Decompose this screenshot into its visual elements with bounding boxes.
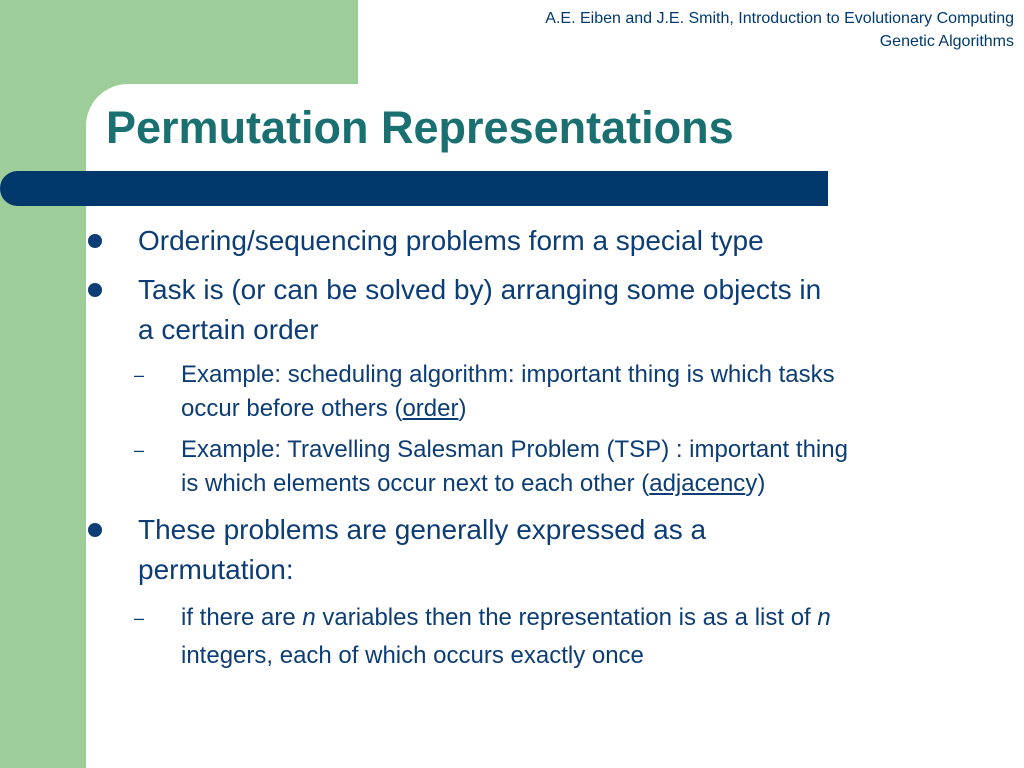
bullet-dot bbox=[88, 234, 102, 248]
bullet-text-line-2: permutation: bbox=[138, 554, 294, 585]
sub-bullet-integers bbox=[134, 599, 994, 675]
sub-bullet-text bbox=[181, 358, 994, 426]
header-line-2: Genetic Algorithms bbox=[879, 33, 1014, 50]
bullet-ordering bbox=[88, 221, 988, 261]
sub-bullet-line-1: Example: Travelling Salesman Problem (TSP) : important thing bbox=[181, 436, 848, 463]
variable-n: n bbox=[817, 604, 831, 631]
order-term: order bbox=[402, 395, 459, 422]
bullet-text bbox=[138, 510, 988, 590]
bullet-text bbox=[138, 270, 988, 350]
sub-bullet-line-1-mid: variables then the representation is as a list of bbox=[315, 604, 818, 631]
bullet-dot bbox=[88, 283, 102, 297]
dash-marker: – bbox=[134, 608, 145, 628]
sub-bullet-scheduling bbox=[134, 358, 994, 426]
bullet-text-line-1: Task is (or can be solved by) arranging some objects in bbox=[138, 274, 822, 305]
sub-bullet-line-1-pre: if there are bbox=[181, 604, 303, 631]
bullet-task bbox=[88, 270, 988, 350]
sub-bullet-line-2-post: ) bbox=[458, 395, 467, 422]
dash-marker: – bbox=[134, 365, 145, 385]
bullet-permutation bbox=[88, 510, 988, 590]
bullet-text-line-2: a certain order bbox=[138, 314, 319, 345]
sub-bullet-line-2-pre: occur before others ( bbox=[181, 395, 403, 422]
bullet-dot bbox=[88, 523, 102, 537]
slide-title: Permutation Representations bbox=[106, 102, 734, 153]
dash-marker: – bbox=[134, 440, 145, 460]
header-line-1: A.E. Eiben and J.E. Smith, Introduction to Evolutionary Computing bbox=[545, 10, 1014, 27]
sub-bullet-line-2-post: ) bbox=[757, 470, 766, 497]
sub-bullet-tsp bbox=[134, 433, 994, 501]
sub-bullet-line-1: Example: scheduling algorithm: important thing is which tasks bbox=[181, 361, 835, 388]
sub-bullet-text bbox=[181, 599, 994, 675]
adjacency-term: adjacenc bbox=[649, 470, 746, 497]
bullet-text: Ordering/sequencing problems form a special type bbox=[138, 225, 764, 256]
sub-bullet-line-2: integers, each of which occurs exactly once bbox=[181, 642, 644, 669]
sub-bullet-line-2-pre: is which elements occur next to each other ( bbox=[181, 470, 650, 497]
bullet-text-line-1: These problems are generally expressed as a bbox=[138, 514, 707, 545]
variable-n: n bbox=[302, 604, 316, 631]
sub-bullet-text bbox=[181, 433, 994, 501]
adjacency-term-rest: y bbox=[745, 470, 758, 497]
